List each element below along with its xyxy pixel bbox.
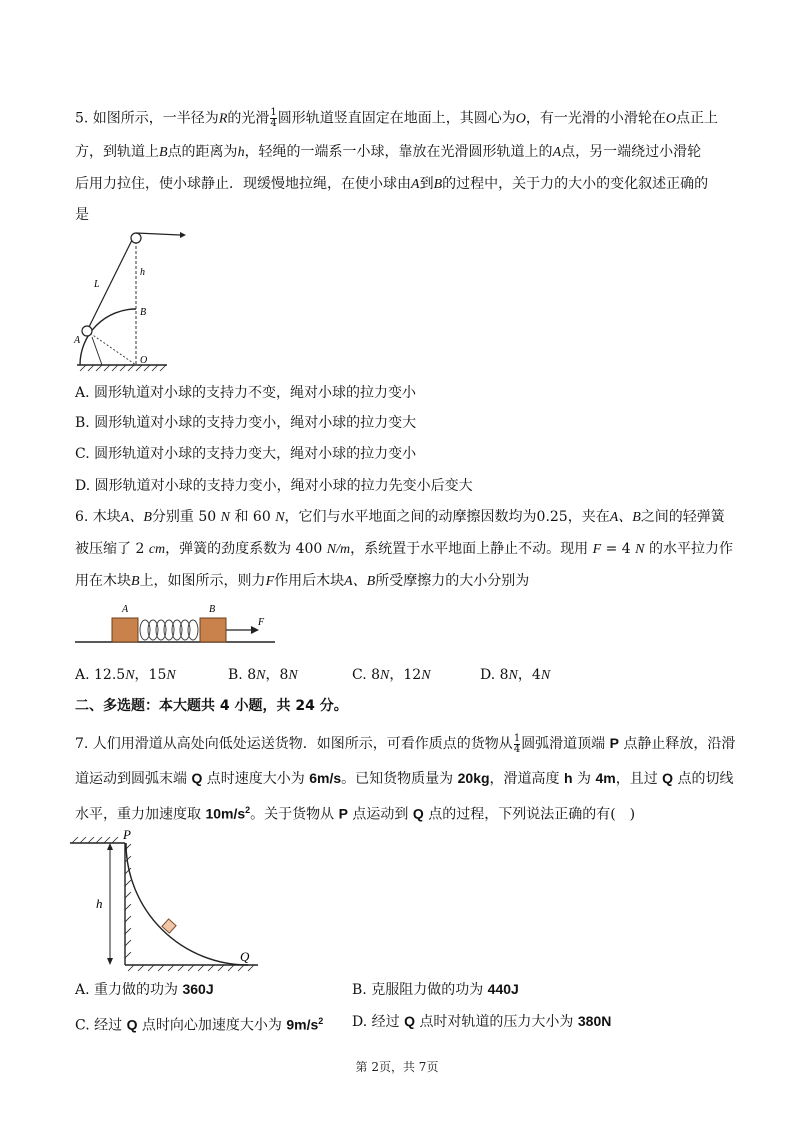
q6-num: 60 (252, 509, 271, 525)
q7-text: 点的过程，下列说法正确的有( ) (428, 806, 636, 823)
q7-line-1 (75, 733, 735, 755)
q7-var-P: P (609, 735, 619, 751)
q6-line-1 (75, 507, 725, 528)
q6-option-text: ，4 (517, 667, 541, 683)
q7-text: 水平，重力加速度取 (75, 806, 201, 823)
q7-height-arrow-top (107, 843, 113, 850)
q7-var-Q: Q (662, 770, 674, 786)
q5-text: 的过程中，关于力的大小的变化叙述正确的 (442, 176, 709, 192)
q5-line-2 (75, 142, 701, 163)
q6-unit: cm (148, 542, 166, 557)
q7-label-P: P (123, 828, 131, 842)
q5-text: 点正上 (676, 110, 718, 127)
q7-option-text: 点时向心加速度大小为 (141, 1017, 282, 1034)
q6-option-text: ，8 (265, 667, 289, 683)
q7-option-text: 点时对轨道的压力大小为 (419, 1014, 574, 1030)
q7-frac-den: 4 (513, 743, 521, 755)
q6-block-b (200, 618, 226, 642)
q7-var-P: P (338, 805, 348, 822)
q7-text: 点时速度大小为 (206, 771, 305, 787)
q5-text: 点，另一端绕过小滑轮 (561, 144, 702, 160)
q5-text: 圆形轨道竖直固定在地面上，其圆心为 (277, 110, 516, 127)
q5-option-d[interactable]: D. 圆形轨道对小球的支持力变小，绳对小球的拉力先变小后变大 (75, 478, 473, 494)
q6-option-c[interactable] (352, 665, 431, 686)
q5-var-B: B (433, 177, 443, 192)
q5-var-R: R (218, 111, 228, 127)
q5-pulley (131, 233, 141, 243)
q5-text: ，有一光滑的小滑轮在 (525, 110, 666, 127)
q5-circular-track (80, 309, 136, 365)
q6-option-a[interactable] (75, 665, 176, 686)
q6-text: 6. 木块 (75, 509, 121, 525)
q6-unit: N/m (326, 542, 351, 557)
q5-label-B: B (140, 307, 147, 318)
q6-option-d[interactable] (480, 665, 550, 686)
q6-text: 上，如图所示，则力 (139, 573, 266, 589)
q5-var-O: O (665, 111, 676, 127)
q7-option-text: B. 克服阻力做的功为 (352, 982, 484, 998)
q6-text: 分别重 (151, 509, 194, 525)
q5-var-O: O (515, 111, 526, 127)
q6-line-3 (75, 571, 529, 592)
q7-value: 4m (595, 770, 616, 786)
q5-fraction (270, 108, 276, 129)
q6-text: ，夹在 (567, 509, 610, 525)
q5-label-A: A (74, 335, 81, 346)
q7-height-arrow-bottom (107, 958, 113, 965)
q5-var-B: B (159, 145, 168, 160)
q6-option-unit: N (288, 668, 298, 683)
q7-var-Q: Q (191, 770, 203, 786)
q7-superscript: 2 (318, 1016, 324, 1026)
q6-option-text: ，12 (389, 667, 422, 683)
q7-superscript: 2 (245, 805, 251, 815)
q6-option-text: B. 8 (228, 667, 257, 683)
q6-var-B: B (131, 574, 140, 589)
q6-option-unit: N (380, 668, 390, 683)
q7-option-text: D. 经过 (352, 1014, 400, 1030)
q6-block-a (112, 618, 138, 642)
q6-num: 0.25 (536, 509, 568, 525)
q6-text: 的水平拉力作 (648, 541, 733, 557)
q5-ground-hatch (80, 365, 166, 371)
q6-var-AB: A、B (344, 574, 376, 589)
q6-unit: N (635, 542, 645, 557)
q7-option-a[interactable] (75, 979, 214, 1000)
q7-option-c[interactable] (75, 1011, 323, 1036)
q7-text: 为 (577, 771, 592, 787)
q6-option-text: A. 12.5 (75, 667, 126, 683)
q5-text: ，轻绳的一端系一小球，靠放在光滑圆形轨道上的 (244, 144, 553, 160)
q6-spring (140, 620, 198, 640)
q7-line-3 (75, 800, 635, 825)
q5-text: 到 (419, 176, 434, 192)
q5-line-1 (75, 108, 718, 130)
q5-option-a[interactable]: A. 圆形轨道对小球的支持力不变，绳对小球的拉力变小 (75, 385, 417, 401)
q7-var-Q: Q (412, 805, 424, 822)
q7-option-value: 440J (487, 981, 519, 997)
section-heading: 二、多选题：本大题共 4 小题，共 24 分。 (75, 698, 348, 714)
q7-text: ，滑道高度 (489, 771, 560, 787)
q6-option-text: D. 8 (480, 667, 509, 683)
q5-radius (87, 331, 136, 365)
q6-option-unit: N (540, 668, 551, 683)
q7-text: 。已知货物质量为 (341, 771, 454, 787)
q7-text: 。关于货物从 (250, 806, 335, 823)
q6-label-F: F (258, 617, 265, 628)
q6-unit: N (220, 510, 230, 525)
q7-text: 点的切线 (677, 771, 734, 787)
q6-var-AB: A、B (609, 510, 641, 525)
q6-option-text: ，15 (134, 667, 167, 683)
q5-line-4: 是 (75, 207, 89, 223)
q5-text: 的光滑 (227, 110, 270, 127)
page-footer: 第 2页，共 7页 (355, 1060, 439, 1074)
q7-option-value: 380N (577, 1013, 612, 1029)
q5-ball (82, 326, 92, 336)
q5-text: 方，到轨道上 (75, 144, 159, 160)
q5-frac-num: 1 (270, 107, 277, 118)
q5-arrow (180, 232, 186, 238)
q6-option-unit: N (421, 668, 431, 683)
q5-label-O: O (140, 355, 148, 366)
q7-fraction (514, 734, 520, 755)
q6-var-F: F (265, 574, 275, 589)
q6-var-AB: A、B (120, 510, 152, 525)
q7-text: ，且过 (615, 771, 658, 787)
q6-option-unit: N (508, 668, 518, 683)
q6-unit: N (275, 510, 285, 525)
q6-figure (75, 598, 285, 648)
q7-label-h: h (96, 896, 103, 911)
q6-text: 作用后木块 (274, 573, 345, 589)
q7-value: 6m/s (309, 770, 342, 786)
q7-line-2 (75, 768, 734, 789)
q6-text: ，它们与水平地面之间的动摩擦因数均为 (284, 509, 537, 525)
q6-num: 50 (198, 509, 217, 525)
q5-figure (72, 225, 192, 375)
q5-frac-den: 4 (270, 118, 277, 129)
q6-num: 400 (295, 541, 323, 557)
q7-text: 道运动到圆弧末端 (75, 771, 187, 787)
q5-text: 后用力拉住，使小球静止．现缓慢地拉绳，在使小球由 (75, 176, 411, 192)
q6-num: = 4 (601, 541, 636, 557)
q7-figure (68, 828, 268, 973)
q7-var-Q: Q (404, 1013, 415, 1029)
q7-value: 10m/s (205, 805, 246, 822)
q5-line-3 (75, 174, 708, 195)
q7-arc-slide (126, 843, 248, 965)
q7-option-d[interactable] (352, 1011, 611, 1032)
q7-label-Q: Q (240, 949, 250, 964)
q6-text: 所受摩擦力的大小分别为 (375, 573, 530, 589)
q6-option-unit: N (166, 668, 176, 683)
q5-var-A: A (552, 145, 562, 160)
q5-var-A: A (411, 177, 420, 192)
q7-value: 20kg (457, 770, 490, 786)
q7-ground-hatch (128, 965, 254, 971)
q6-text: ，系统置于水平地面上静止不动。现用 (350, 541, 589, 557)
q6-line-2 (75, 539, 733, 560)
q6-option-unit: N (256, 668, 266, 683)
q7-var-Q: Q (126, 1016, 138, 1033)
q6-var-F: F (592, 542, 602, 557)
q6-label-B: B (209, 604, 216, 615)
q6-text: 之间的轻弹簧 (640, 509, 725, 525)
q5-option-b[interactable]: B. 圆形轨道对小球的支持力变小，绳对小球的拉力变大 (75, 415, 417, 431)
q5-option-c[interactable]: C. 圆形轨道对小球的支持力变大，绳对小球的拉力变小 (75, 446, 417, 462)
q5-text: 5. 如图所示，一半径为 (75, 110, 219, 127)
q7-option-value: 360J (182, 981, 214, 997)
q6-option-b[interactable] (228, 665, 298, 686)
q6-text: 用在木块 (75, 573, 131, 589)
q7-option-value: 9m/s (286, 1016, 319, 1033)
q5-label-h: h (140, 267, 145, 278)
q6-label-A: A (122, 604, 129, 615)
q5-support-line (92, 337, 102, 365)
q6-option-unit: N (125, 668, 135, 683)
q7-var-h: h (564, 770, 573, 786)
q5-pull-rope (136, 233, 180, 235)
q7-option-b[interactable] (352, 979, 519, 1000)
q5-text: 点的距离为 (167, 144, 238, 160)
q7-text: 点静止释放，沿滑 (623, 736, 736, 752)
q7-text: 7. 人们用滑道从高处向低处运送货物．如图所示，可看作质点的货物从 (75, 736, 513, 752)
q5-var-h: h (237, 145, 245, 160)
q6-text: 被压缩了 (75, 541, 131, 557)
q6-text: 和 (234, 509, 249, 525)
q7-top-hatch (72, 837, 118, 843)
q6-num: 2 (135, 541, 145, 557)
q6-text: ，弹簧的劲度系数为 (165, 541, 292, 557)
q5-label-L: L (94, 279, 100, 290)
q7-option-text: C. 经过 (75, 1017, 123, 1034)
q6-option-text: C. 8 (352, 667, 381, 683)
q7-option-text: A. 重力做的功为 (75, 982, 179, 998)
q7-text: 点运动到 (352, 806, 409, 823)
q7-text: 圆弧滑道顶端 (521, 736, 606, 752)
q7-frac-num: 1 (513, 732, 521, 744)
